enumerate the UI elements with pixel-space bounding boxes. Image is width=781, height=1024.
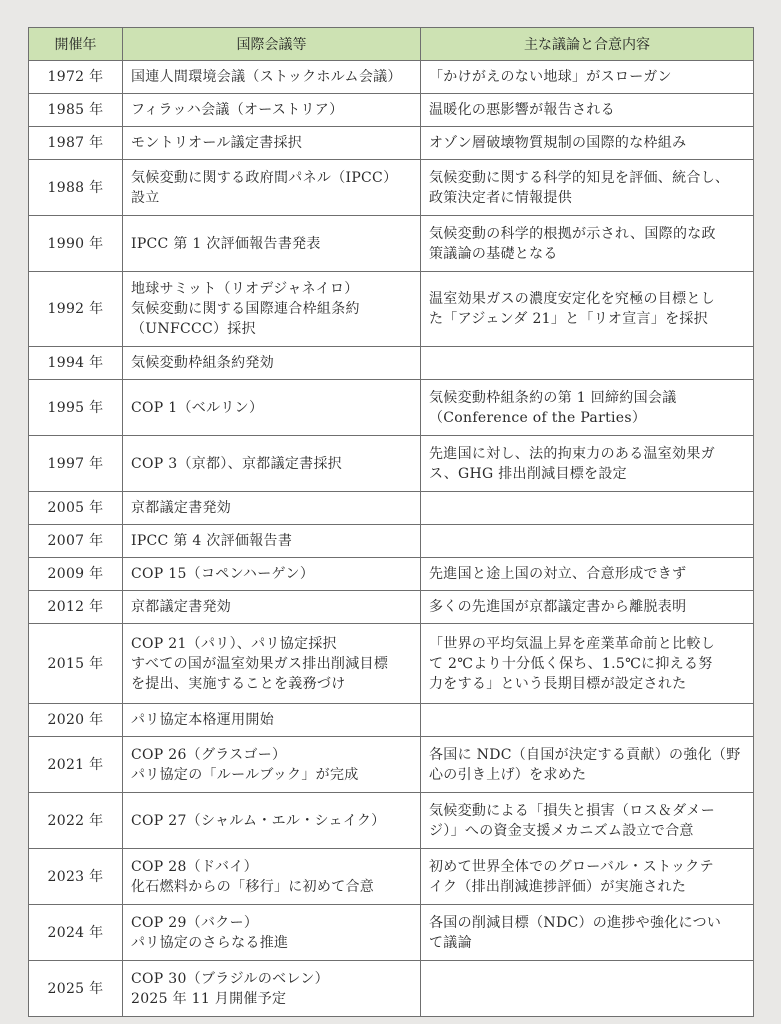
content-line: 気候変動の科学的根拠が示され、国際的な政	[429, 225, 716, 242]
cell-conference	[123, 61, 421, 94]
cell-year: 2021 年	[29, 737, 123, 793]
conference-line: COP 29（バクー）	[131, 914, 259, 931]
header-conference: 国際会議等	[123, 28, 421, 61]
content-line: 気候変動に関する科学的知見を評価、統合し、	[429, 169, 730, 186]
cell-year: 1985 年	[29, 94, 123, 127]
cell-conference	[123, 704, 421, 737]
content-line: 「かけがえのない地球」がスローガン	[429, 69, 672, 85]
climate-conference-table-container	[28, 27, 753, 1017]
cell-content	[421, 704, 754, 737]
cell-year: 2009 年	[29, 558, 123, 591]
cell-conference	[123, 347, 421, 380]
cell-content	[421, 216, 754, 272]
table-row	[29, 61, 754, 94]
cell-conference	[123, 905, 421, 961]
conference-line: フィラッハ会議（オーストリア）	[131, 102, 344, 118]
cell-conference	[123, 793, 421, 849]
content-line: オゾン層破壊物質規制の国際的な枠組み	[429, 135, 687, 151]
cell-year: 2025 年	[29, 961, 123, 1017]
cell-conference	[123, 127, 421, 160]
cell-conference	[123, 160, 421, 216]
table-row	[29, 624, 754, 704]
cell-content	[421, 127, 754, 160]
table-row	[29, 525, 754, 558]
cell-year: 2007 年	[29, 525, 123, 558]
cell-conference	[123, 272, 421, 347]
cell-conference	[123, 961, 421, 1017]
cell-conference	[123, 492, 421, 525]
conference-line: COP 3（京都）、京都議定書採択	[131, 455, 343, 472]
cell-conference	[123, 525, 421, 558]
conference-line: COP 28（ドバイ）	[131, 858, 258, 875]
conference-line: 気候変動に関する政府間パネル（IPCC）	[131, 169, 398, 186]
cell-conference	[123, 737, 421, 793]
cell-year: 1997 年	[29, 436, 123, 492]
table-row	[29, 558, 754, 591]
conference-line: パリ協定本格運用開始	[131, 712, 274, 728]
table-row	[29, 737, 754, 793]
content-line: 策議論の基礎となる	[429, 245, 558, 262]
content-line: 気候変動による「損失と損害（ロス＆ダメー	[429, 802, 715, 819]
content-line: イク（排出削減進捗評価）が実施された	[429, 878, 687, 895]
table-header-row	[29, 28, 754, 61]
content-line: て議論	[429, 934, 472, 951]
conference-line: COP 21（パリ）、パリ協定採択	[131, 635, 337, 652]
table-row	[29, 704, 754, 737]
cell-year: 2024 年	[29, 905, 123, 961]
table-row	[29, 380, 754, 436]
cell-content	[421, 61, 754, 94]
cell-year: 1992 年	[29, 272, 123, 347]
conference-line: COP 26（グラスゴー）	[131, 746, 287, 763]
content-line: 心の引き上げ）を求めた	[429, 766, 587, 783]
cell-year: 2005 年	[29, 492, 123, 525]
cell-content	[421, 849, 754, 905]
cell-content	[421, 961, 754, 1017]
table-row	[29, 492, 754, 525]
content-line: 政策決定者に情報提供	[429, 189, 572, 206]
table-row	[29, 793, 754, 849]
conference-line: 化石燃料からの「移行」に初めて合意	[131, 878, 375, 895]
conference-line: COP 27（シャルム・エル・シェイク）	[131, 812, 386, 829]
table-row	[29, 127, 754, 160]
content-line: 初めて世界全体でのグローバル・ストックテ	[429, 858, 714, 875]
content-line: 多くの先進国が京都議定書から離脱表明	[429, 599, 687, 615]
content-line: ジ）」への資金支援メカニズム設立で合意	[429, 822, 694, 839]
content-line: 各国の削減目標（NDC）の進捗や強化につい	[429, 914, 722, 931]
content-line: た「アジェンダ 21」と「リオ宣言」を採択	[429, 311, 709, 327]
cell-year: 2015 年	[29, 624, 123, 704]
table-row	[29, 216, 754, 272]
cell-conference	[123, 94, 421, 127]
content-line: 各国に NDC（自国が決定する貢献）の強化（野	[429, 746, 741, 763]
cell-conference	[123, 624, 421, 704]
cell-content	[421, 624, 754, 704]
cell-content	[421, 737, 754, 793]
cell-content	[421, 380, 754, 436]
table-row	[29, 347, 754, 380]
header-content: 主な議論と合意内容	[421, 28, 754, 61]
climate-conference-table	[28, 27, 754, 1017]
content-line: ス、GHG 排出削減目標を設定	[429, 465, 627, 482]
cell-conference	[123, 591, 421, 624]
cell-content	[421, 591, 754, 624]
content-line: 先進国に対し、法的拘束力のある温室効果ガ	[429, 445, 715, 462]
conference-line: 気候変動枠組条約発効	[131, 355, 274, 371]
table-row	[29, 272, 754, 347]
conference-line: パリ協定のさらなる推進	[131, 934, 289, 951]
cell-conference	[123, 216, 421, 272]
table-row	[29, 160, 754, 216]
table-row	[29, 591, 754, 624]
cell-content	[421, 347, 754, 380]
cell-year: 1995 年	[29, 380, 123, 436]
table-row	[29, 436, 754, 492]
conference-line: すべての国が温室効果ガス排出削減目標	[131, 655, 389, 672]
content-line: 先進国と途上国の対立、合意形成できず	[429, 566, 687, 582]
cell-year: 2023 年	[29, 849, 123, 905]
content-line: 温室効果ガスの濃度安定化を究極の目標とし	[429, 291, 715, 307]
conference-line: 京都議定書発効	[131, 500, 232, 516]
content-line: 力をする」という長期目標が設定された	[429, 675, 687, 692]
conference-line: 国連人間環境会議（ストックホルム会議）	[131, 69, 402, 85]
cell-content	[421, 94, 754, 127]
conference-line: パリ協定の「ルールブック」が完成	[131, 766, 359, 783]
cell-year: 2020 年	[29, 704, 123, 737]
cell-year: 2012 年	[29, 591, 123, 624]
conference-line: COP 30（ブラジルのベレン）	[131, 970, 329, 987]
cell-content	[421, 905, 754, 961]
cell-year: 1990 年	[29, 216, 123, 272]
cell-year: 1987 年	[29, 127, 123, 160]
cell-content	[421, 793, 754, 849]
cell-conference	[123, 849, 421, 905]
cell-content	[421, 525, 754, 558]
conference-line: モントリオール議定書採択	[131, 135, 303, 151]
content-line: 「世界の平均気温上昇を産業革命前と比較し	[429, 635, 715, 652]
conference-line: COP 1（ベルリン）	[131, 399, 264, 416]
cell-conference	[123, 558, 421, 591]
conference-line: （UNFCCC）採択	[131, 321, 256, 337]
cell-conference	[123, 380, 421, 436]
content-line: 気候変動枠組条約の第 1 回締約国会議	[429, 389, 677, 406]
cell-year: 1988 年	[29, 160, 123, 216]
content-line: て 2℃より十分低く保ち、1.5℃に抑える努	[429, 655, 713, 672]
conference-line: 2025 年 11 月開催予定	[131, 990, 287, 1007]
conference-line: IPCC 第 4 次評価報告書	[131, 533, 293, 549]
cell-year: 1972 年	[29, 61, 123, 94]
table-row	[29, 94, 754, 127]
table-row	[29, 905, 754, 961]
table-body	[29, 61, 754, 1017]
cell-content	[421, 436, 754, 492]
cell-content	[421, 558, 754, 591]
conference-line: を提出、実施することを義務づけ	[131, 675, 346, 692]
cell-conference	[123, 436, 421, 492]
cell-content	[421, 160, 754, 216]
table-row	[29, 849, 754, 905]
cell-year: 1994 年	[29, 347, 123, 380]
conference-line: IPCC 第 1 次評価報告書発表	[131, 235, 321, 252]
conference-line: 設立	[131, 189, 160, 206]
table-row	[29, 961, 754, 1017]
header-year: 開催年	[29, 28, 123, 61]
cell-year: 2022 年	[29, 793, 123, 849]
cell-content	[421, 272, 754, 347]
conference-line: 京都議定書発効	[131, 599, 232, 615]
content-line: （Conference of the Parties）	[429, 409, 647, 426]
conference-line: 気候変動に関する国際連合枠組条約	[131, 301, 360, 317]
cell-content	[421, 492, 754, 525]
conference-line: 地球サミット（リオデジャネイロ）	[131, 281, 359, 297]
content-line: 温暖化の悪影響が報告される	[429, 102, 615, 118]
conference-line: COP 15（コペンハーゲン）	[131, 566, 315, 582]
